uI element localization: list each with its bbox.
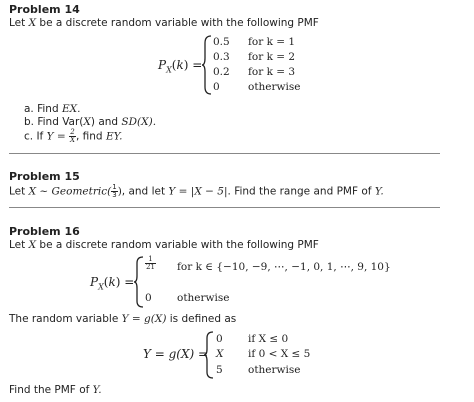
pmf-case-1-value: 0.5 <box>213 36 230 48</box>
pmf-lhs: $P_X(k)$ = <box>158 58 203 75</box>
divider <box>9 153 440 154</box>
random-variable-definition: The random variable Y = g(X) is defined as <box>9 313 237 325</box>
left-brace-icon <box>133 256 145 308</box>
pmf-case-4-value: 0 <box>213 81 220 93</box>
g-case-3-value: 5 <box>216 364 223 376</box>
intro-text-rest: be a discrete random variable with the following PMF <box>36 17 319 29</box>
pmf-case-2-condition: for k = 2 <box>248 51 296 63</box>
left-brace-icon <box>201 35 213 95</box>
pmf16-case-1-condition: for k ∈ {−10, −9, ⋯, −1, 0, 1, ⋯, 9, 10} <box>177 261 391 273</box>
problem-14-title: Problem 14 <box>9 3 80 16</box>
left-brace-icon <box>203 331 215 379</box>
problem-16-intro: Let X be a discrete random variable with the following PMF <box>9 239 319 251</box>
pmf-lhs-16: $P_X(k)$ = <box>90 275 135 292</box>
g-case-3-condition: otherwise <box>248 364 301 376</box>
part-a: a. Find EX. <box>24 103 81 115</box>
pmf16-case-2-condition: otherwise <box>177 292 230 304</box>
intro-variable: X <box>28 17 37 29</box>
find-pmf-prompt: Find the PMF of Y. <box>9 384 102 396</box>
part-b: b. Find Var(X) and SD(X). <box>24 116 157 128</box>
g-case-1-value: 0 <box>216 333 223 345</box>
pmf16-case-2-value: 0 <box>145 292 152 304</box>
pmf-case-3-value: 0.2 <box>213 66 230 78</box>
divider <box>9 207 440 208</box>
fraction-1-over-3: $\frac{1}{3}$ <box>112 183 117 199</box>
problem-14-intro <box>9 17 319 29</box>
problem-16-title: Problem 16 <box>9 225 80 238</box>
pmf16-case-1-value: $\frac{1}{21}$ <box>146 255 155 271</box>
fraction-2-over-x: $\frac{2}{X}$ <box>70 128 75 144</box>
pmf-case-2-value: 0.3 <box>213 51 230 63</box>
g-case-2-value: X <box>216 348 224 360</box>
problem-15-text: Let X ~ Geometric( $\frac{1}{3}$ ), and let Y = |X − 5|. Find the range and PMF of Y. <box>9 183 384 199</box>
pmf-case-1-condition: for k = 1 <box>248 36 296 48</box>
g-lhs: Y = g(X) = <box>143 347 209 361</box>
pmf-case-3-condition: for k = 3 <box>248 66 296 78</box>
pmf-case-4-condition: otherwise <box>248 81 301 93</box>
problem-15-title: Problem 15 <box>9 170 80 183</box>
g-case-2-condition: if 0 < X ≤ 5 <box>248 348 311 360</box>
intro-text: Let <box>9 17 29 29</box>
g-case-1-condition: if X ≤ 0 <box>248 333 289 345</box>
part-c: c. If Y = $\frac{2}{X}$ , find EY. <box>24 128 123 144</box>
